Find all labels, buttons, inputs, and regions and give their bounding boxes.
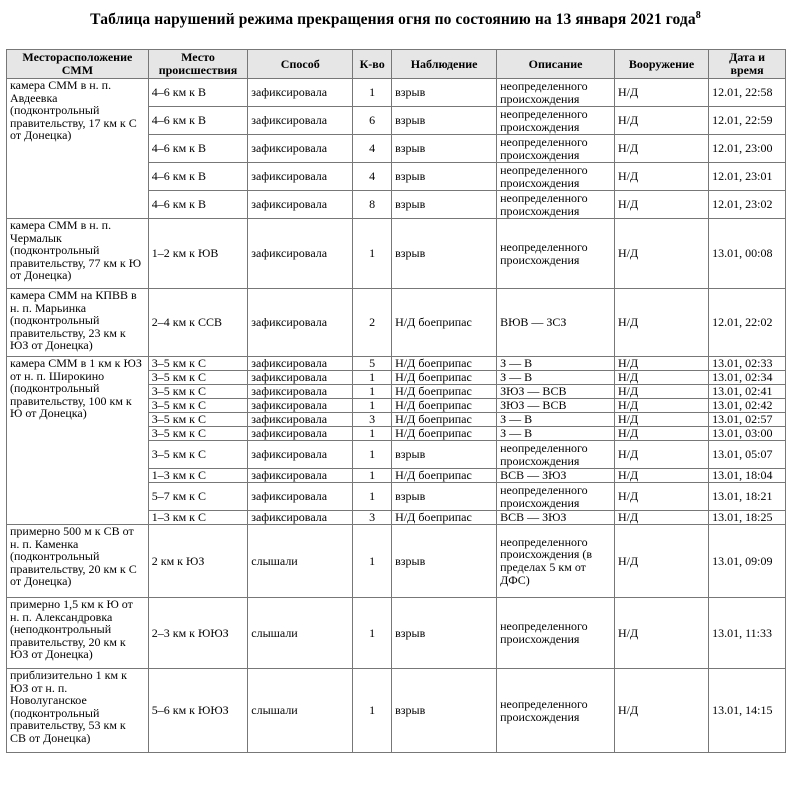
observation-cell: Н/Д боеприпас <box>392 469 497 483</box>
weapon-cell: Н/Д <box>615 469 709 483</box>
description-cell: ВСВ — ЗЮЗ <box>497 511 615 525</box>
description-cell: неопределенного происхождения <box>497 483 615 511</box>
method-cell: слышали <box>248 525 353 598</box>
method-cell: зафиксировала <box>248 413 353 427</box>
count-cell: 1 <box>353 79 392 107</box>
place-cell: 2 км к ЮЗ <box>148 525 248 598</box>
description-cell: неопределенного происхождения <box>497 79 615 107</box>
datetime-cell: 12.01, 23:01 <box>709 163 786 191</box>
method-cell: зафиксировала <box>248 371 353 385</box>
location-cell: примерно 500 м к СВ от н. п. Каменка (подконтрольный правительству, 20 км к С от Донецка) <box>7 525 149 598</box>
weapon-cell: Н/Д <box>615 289 709 357</box>
datetime-cell: 13.01, 18:25 <box>709 511 786 525</box>
method-cell: слышали <box>248 598 353 669</box>
weapon-cell: Н/Д <box>615 427 709 441</box>
method-cell: зафиксировала <box>248 483 353 511</box>
count-cell: 8 <box>353 191 392 219</box>
observation-cell: Н/Д боеприпас <box>392 289 497 357</box>
weapon-cell: Н/Д <box>615 669 709 753</box>
count-cell: 1 <box>353 371 392 385</box>
datetime-cell: 12.01, 23:02 <box>709 191 786 219</box>
observation-cell: Н/Д боеприпас <box>392 427 497 441</box>
header-observation: Наблюдение <box>392 50 497 79</box>
description-cell: ВСВ — ЗЮЗ <box>497 469 615 483</box>
count-cell: 1 <box>353 483 392 511</box>
count-cell: 1 <box>353 598 392 669</box>
header-weapon: Вооружение <box>615 50 709 79</box>
observation-cell: взрыв <box>392 163 497 191</box>
observation-cell: взрыв <box>392 135 497 163</box>
count-cell: 4 <box>353 135 392 163</box>
place-cell: 1–3 км к С <box>148 469 248 483</box>
header-location: Месторасположение СММ <box>7 50 149 79</box>
place-cell: 3–5 км к С <box>148 441 248 469</box>
place-cell: 5–6 км к ЮЮЗ <box>148 669 248 753</box>
observation-cell: Н/Д боеприпас <box>392 371 497 385</box>
observation-cell: Н/Д боеприпас <box>392 399 497 413</box>
place-cell: 3–5 км к С <box>148 413 248 427</box>
count-cell: 1 <box>353 219 392 289</box>
datetime-cell: 13.01, 03:00 <box>709 427 786 441</box>
datetime-cell: 12.01, 22:58 <box>709 79 786 107</box>
observation-cell: взрыв <box>392 79 497 107</box>
observation-cell: взрыв <box>392 525 497 598</box>
method-cell: зафиксировала <box>248 357 353 371</box>
table-row <box>7 669 786 753</box>
datetime-cell: 12.01, 22:02 <box>709 289 786 357</box>
weapon-cell: Н/Д <box>615 525 709 598</box>
location-cell: примерно 1,5 км к Ю от н. п. Александровка (неподконтрольный правительству, 20 км к ЮЗ от Донецка) <box>7 598 149 669</box>
method-cell: зафиксировала <box>248 427 353 441</box>
datetime-cell: 13.01, 14:15 <box>709 669 786 753</box>
place-cell: 4–6 км к В <box>148 135 248 163</box>
observation-cell: взрыв <box>392 219 497 289</box>
datetime-cell: 12.01, 22:59 <box>709 107 786 135</box>
description-cell: неопределенного происхождения (в пределах 5 км от ДФС) <box>497 525 615 598</box>
weapon-cell: Н/Д <box>615 107 709 135</box>
place-cell: 3–5 км к С <box>148 371 248 385</box>
place-cell: 5–7 км к С <box>148 483 248 511</box>
datetime-cell: 13.01, 02:41 <box>709 385 786 399</box>
place-cell: 3–5 км к С <box>148 357 248 371</box>
description-cell: неопределенного происхождения <box>497 441 615 469</box>
header-count: К-во <box>353 50 392 79</box>
place-cell: 1–3 км к С <box>148 511 248 525</box>
method-cell: зафиксировала <box>248 219 353 289</box>
location-cell: камера СММ в н. п. Чермалык (подконтрольный правительству, 77 км к Ю от Донецка) <box>7 219 149 289</box>
description-cell: неопределенного происхождения <box>497 598 615 669</box>
observation-cell: Н/Д боеприпас <box>392 357 497 371</box>
weapon-cell: Н/Д <box>615 163 709 191</box>
count-cell: 1 <box>353 441 392 469</box>
weapon-cell: Н/Д <box>615 413 709 427</box>
method-cell: зафиксировала <box>248 135 353 163</box>
datetime-cell: 13.01, 02:42 <box>709 399 786 413</box>
datetime-cell: 13.01, 11:33 <box>709 598 786 669</box>
weapon-cell: Н/Д <box>615 483 709 511</box>
method-cell: зафиксировала <box>248 385 353 399</box>
method-cell: зафиксировала <box>248 399 353 413</box>
table-row <box>7 219 786 289</box>
location-cell: камера СММ на КПВВ в н. п. Марьинка (подконтрольный правительству, 23 км к ЮЗ от Донецка) <box>7 289 149 357</box>
weapon-cell: Н/Д <box>615 399 709 413</box>
place-cell: 2–3 км к ЮЮЗ <box>148 598 248 669</box>
description-cell: З — В <box>497 357 615 371</box>
datetime-cell: 13.01, 18:21 <box>709 483 786 511</box>
observation-cell: Н/Д боеприпас <box>392 511 497 525</box>
description-cell: неопределенного происхождения <box>497 669 615 753</box>
weapon-cell: Н/Д <box>615 598 709 669</box>
count-cell: 3 <box>353 511 392 525</box>
count-cell: 6 <box>353 107 392 135</box>
datetime-cell: 13.01, 09:09 <box>709 525 786 598</box>
weapon-cell: Н/Д <box>615 385 709 399</box>
datetime-cell: 13.01, 02:57 <box>709 413 786 427</box>
weapon-cell: Н/Д <box>615 371 709 385</box>
title-text: Таблица нарушений режима прекращения огня по состоянию на 13 января 2021 года <box>90 11 696 29</box>
observation-cell: взрыв <box>392 107 497 135</box>
weapon-cell: Н/Д <box>615 441 709 469</box>
description-cell: ЗЮЗ — ВСВ <box>497 399 615 413</box>
method-cell: зафиксировала <box>248 79 353 107</box>
observation-cell: Н/Д боеприпас <box>392 413 497 427</box>
description-cell: неопределенного происхождения <box>497 107 615 135</box>
header-description: Описание <box>497 50 615 79</box>
method-cell: зафиксировала <box>248 469 353 483</box>
method-cell: зафиксировала <box>248 191 353 219</box>
description-cell: неопределенного происхождения <box>497 191 615 219</box>
count-cell: 1 <box>353 469 392 483</box>
header-place: Место происшествия <box>148 50 248 79</box>
table-row <box>7 598 786 669</box>
table-row <box>7 357 786 371</box>
count-cell: 2 <box>353 289 392 357</box>
method-cell: зафиксировала <box>248 107 353 135</box>
location-cell: камера СММ в н. п. Авдеевка (подконтрольный правительству, 17 км к С от Донецка) <box>7 79 149 219</box>
place-cell: 4–6 км к В <box>148 163 248 191</box>
count-cell: 5 <box>353 357 392 371</box>
weapon-cell: Н/Д <box>615 79 709 107</box>
count-cell: 1 <box>353 669 392 753</box>
table-header-row <box>7 50 786 79</box>
datetime-cell: 13.01, 05:07 <box>709 441 786 469</box>
ceasefire-violations-table <box>6 49 786 753</box>
observation-cell: взрыв <box>392 441 497 469</box>
description-cell: неопределенного происхождения <box>497 135 615 163</box>
datetime-cell: 13.01, 00:08 <box>709 219 786 289</box>
place-cell: 1–2 км к ЮВ <box>148 219 248 289</box>
title-footnote: 8 <box>695 10 701 21</box>
weapon-cell: Н/Д <box>615 219 709 289</box>
observation-cell: Н/Д боеприпас <box>392 385 497 399</box>
location-cell: камера СММ в 1 км к ЮЗ от н. п. Широкино (подконтрольный правительству, 100 км к Ю от Донецка) <box>7 357 149 525</box>
table-row <box>7 289 786 357</box>
observation-cell: взрыв <box>392 483 497 511</box>
datetime-cell: 13.01, 18:04 <box>709 469 786 483</box>
weapon-cell: Н/Д <box>615 511 709 525</box>
description-cell: неопределенного происхождения <box>497 219 615 289</box>
place-cell: 4–6 км к В <box>148 107 248 135</box>
count-cell: 1 <box>353 525 392 598</box>
weapon-cell: Н/Д <box>615 357 709 371</box>
place-cell: 4–6 км к В <box>148 191 248 219</box>
document-title <box>0 10 791 29</box>
place-cell: 3–5 км к С <box>148 385 248 399</box>
place-cell: 3–5 км к С <box>148 427 248 441</box>
description-cell: ЗЮЗ — ВСВ <box>497 385 615 399</box>
description-cell: З — В <box>497 413 615 427</box>
datetime-cell: 13.01, 02:33 <box>709 357 786 371</box>
method-cell: зафиксировала <box>248 511 353 525</box>
observation-cell: взрыв <box>392 669 497 753</box>
count-cell: 4 <box>353 163 392 191</box>
description-cell: неопределенного происхождения <box>497 163 615 191</box>
header-datetime: Дата и время <box>709 50 786 79</box>
place-cell: 2–4 км к ССВ <box>148 289 248 357</box>
description-cell: ВЮВ — ЗСЗ <box>497 289 615 357</box>
count-cell: 1 <box>353 385 392 399</box>
header-method: Способ <box>248 50 353 79</box>
table-row <box>7 79 786 107</box>
place-cell: 3–5 км к С <box>148 399 248 413</box>
count-cell: 1 <box>353 399 392 413</box>
place-cell: 4–6 км к В <box>148 79 248 107</box>
count-cell: 1 <box>353 427 392 441</box>
weapon-cell: Н/Д <box>615 191 709 219</box>
method-cell: зафиксировала <box>248 441 353 469</box>
count-cell: 3 <box>353 413 392 427</box>
method-cell: слышали <box>248 669 353 753</box>
method-cell: зафиксировала <box>248 289 353 357</box>
observation-cell: взрыв <box>392 191 497 219</box>
location-cell: приблизительно 1 км к ЮЗ от н. п. Новолуганское (подконтрольный правительству, 53 км к СВ от Донецка) <box>7 669 149 753</box>
description-cell: З — В <box>497 371 615 385</box>
table-row <box>7 525 786 598</box>
weapon-cell: Н/Д <box>615 135 709 163</box>
method-cell: зафиксировала <box>248 163 353 191</box>
observation-cell: взрыв <box>392 598 497 669</box>
datetime-cell: 12.01, 23:00 <box>709 135 786 163</box>
description-cell: З — В <box>497 427 615 441</box>
datetime-cell: 13.01, 02:34 <box>709 371 786 385</box>
